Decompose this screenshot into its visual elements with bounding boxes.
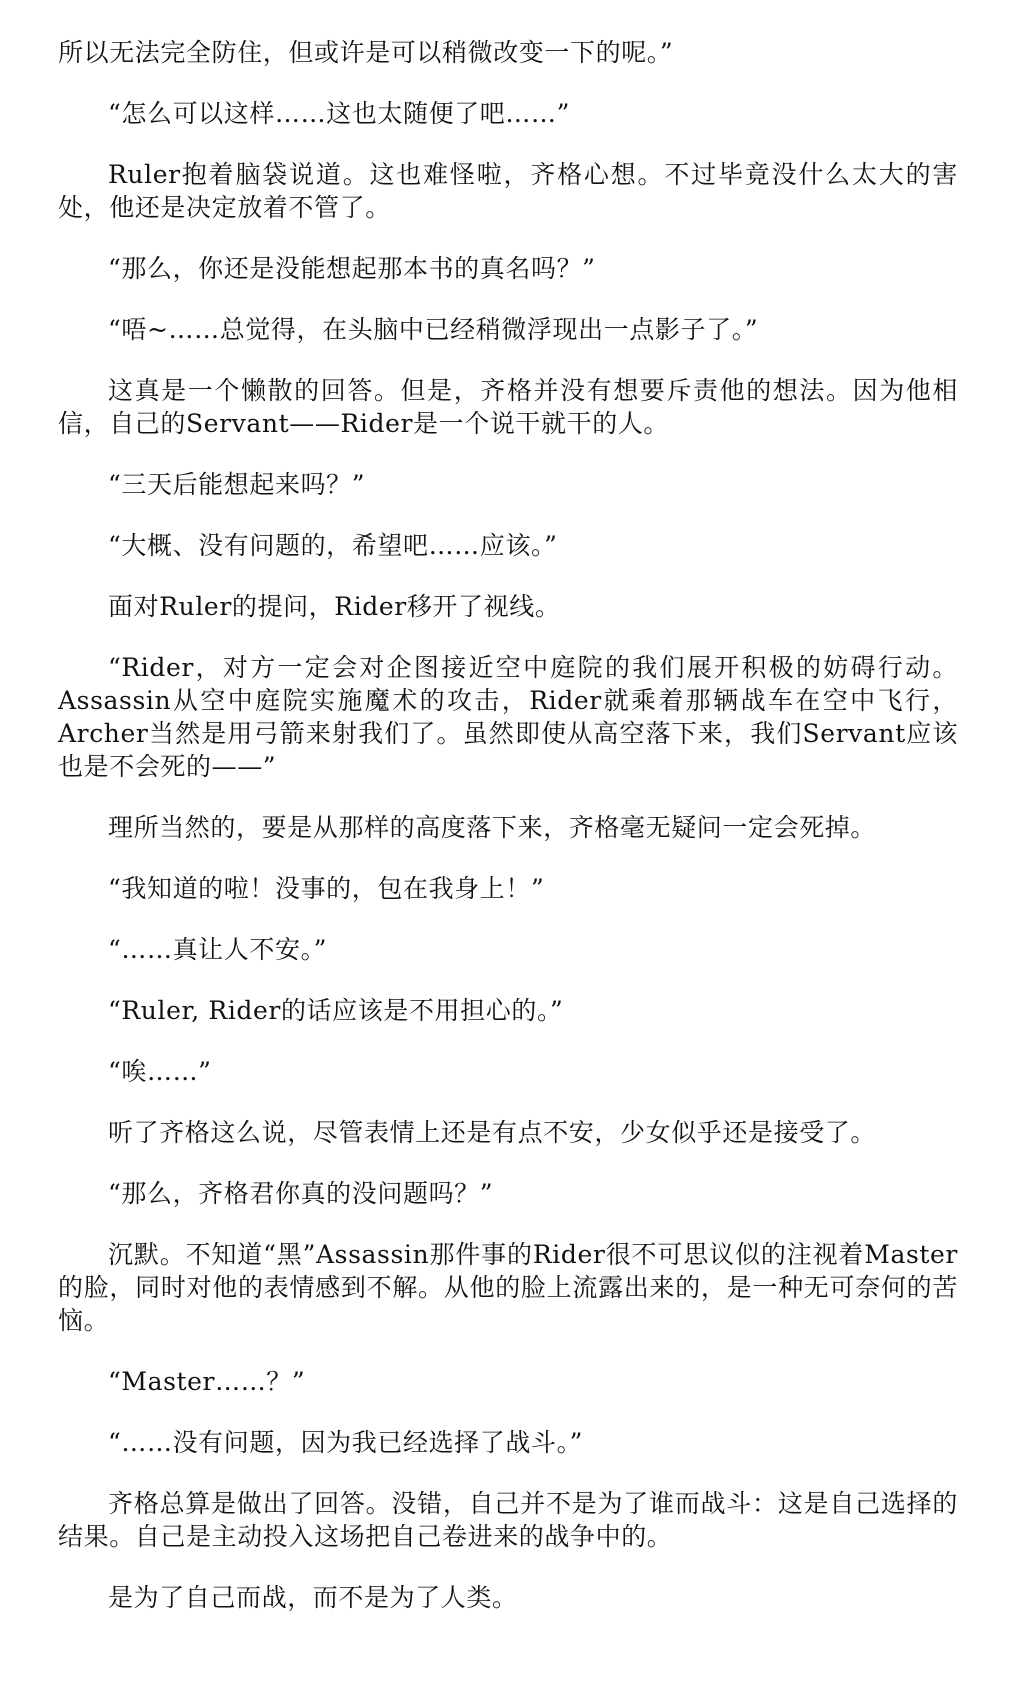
paragraph: “唉……” (108, 1057, 212, 1086)
paragraph: “……没有问题，因为我已经选择了战斗。” (108, 1428, 584, 1457)
paragraph: “那么，齐格君你真的没问题吗？” (108, 1179, 494, 1208)
paragraph: “怎么可以这样……这也太随便了吧……” (108, 99, 570, 128)
paragraph: 是为了自己而战，而不是为了人类。 (108, 1583, 518, 1612)
paragraph: “三天后能想起来吗？” (108, 470, 366, 499)
paragraph: 沉默。不知道“黑”Assassin那件事的Rider很不可思议似的注视着Master的脸，同时对他的表情感到不解。从他的脸上流露出来的，是一种无可奈何的苦恼。 (58, 1240, 958, 1335)
paragraph: “Rider，对方一定会对企图接近空中庭院的我们展开积极的妨碍行动。Assassin从空中庭院实施魔术的攻击，Rider就乘着那辆战车在空中飞行，Archer当然是用弓箭来射我们了。虽然即使从高空落下来，我们Servant应该也是不会死的——” (58, 653, 958, 781)
paragraph: “……真让人不安。” (108, 935, 328, 964)
paragraph: “那么，你还是没能想起那本书的真名吗？” (108, 254, 596, 283)
paragraph: “我知道的啦！没事的，包在我身上！” (108, 874, 545, 903)
paragraph: “唔~……总觉得，在头脑中已经稍微浮现出一点影子了。” (108, 315, 759, 344)
paragraph: “Ruler, Rider的话应该是不用担心的。” (108, 996, 564, 1025)
paragraph: 理所当然的，要是从那样的高度落下来，齐格毫无疑问一定会死掉。 (108, 813, 877, 842)
paragraph: 这真是一个懒散的回答。但是，齐格并没有想要斥责他的想法。因为他相信，自己的Servant——Rider是一个说干就干的人。 (58, 376, 958, 438)
paragraph: 齐格总算是做出了回答。没错，自己并不是为了谁而战斗：这是自己选择的结果。自己是主动投入这场把自己卷进来的战争中的。 (58, 1489, 958, 1551)
paragraph: Ruler抱着脑袋说道。这也难怪啦，齐格心想。不过毕竟没什么太大的害处，他还是决定放着不管了。 (58, 160, 958, 222)
paragraph: “Master……？” (108, 1367, 306, 1396)
paragraph: “大概、没有问题的，希望吧……应该。” (108, 531, 558, 560)
paragraph: 面对Ruler的提问，Rider移开了视线。 (108, 592, 561, 621)
paragraph: 所以无法完全防住，但或许是可以稍微改变一下的呢。” (58, 38, 674, 67)
paragraph: 听了齐格这么说，尽管表情上还是有点不安，少女似乎还是接受了。 (108, 1118, 877, 1147)
